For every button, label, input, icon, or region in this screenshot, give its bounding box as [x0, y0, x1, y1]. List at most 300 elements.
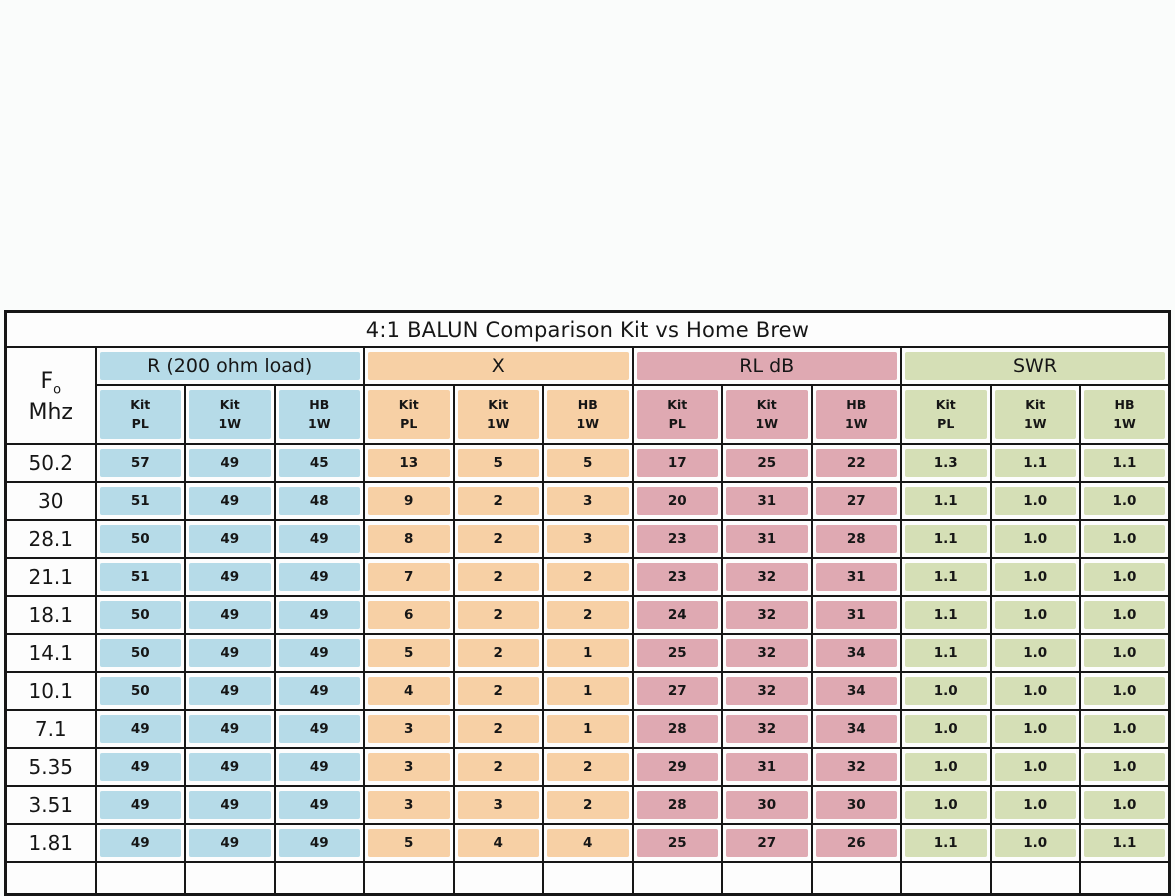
data-cell-swr	[991, 482, 1081, 520]
data-value: 1.1	[1084, 829, 1165, 857]
group-header-x: X	[364, 347, 633, 385]
data-value: 49	[189, 753, 271, 781]
data-cell-rl	[633, 710, 723, 748]
data-cell-rl	[722, 710, 812, 748]
data-cell-x	[454, 520, 544, 558]
data-cell-rl	[633, 786, 723, 824]
data-value: 4	[458, 829, 540, 857]
subheader-label: Kit 1W	[189, 390, 271, 439]
data-cell-r	[96, 634, 186, 672]
data-cell-rl	[722, 748, 812, 786]
data-value: 1.0	[995, 677, 1077, 705]
data-cell-x	[364, 482, 454, 520]
data-cell-swr	[1080, 520, 1170, 558]
data-value: 49	[100, 715, 182, 743]
data-cell-r	[275, 748, 365, 786]
data-cell-x	[454, 710, 544, 748]
data-value: 17	[637, 449, 719, 477]
clipped-cell	[364, 862, 454, 895]
freq-cell: 50.2	[6, 444, 96, 482]
data-value: 3	[368, 791, 450, 819]
data-cell-rl	[722, 596, 812, 634]
data-value: 1.1	[995, 449, 1077, 477]
data-value: 49	[100, 791, 182, 819]
data-cell-rl	[722, 786, 812, 824]
data-cell-rl	[722, 444, 812, 482]
data-cell-x	[543, 748, 633, 786]
data-cell-r	[275, 634, 365, 672]
data-cell-rl	[633, 444, 723, 482]
data-cell-x	[364, 786, 454, 824]
data-cell-swr	[1080, 634, 1170, 672]
data-cell-x	[454, 596, 544, 634]
data-cell-swr	[991, 824, 1081, 862]
data-cell-swr	[1080, 786, 1170, 824]
data-value: 30	[726, 791, 808, 819]
data-value: 49	[189, 791, 271, 819]
data-value: 1.0	[1084, 677, 1165, 705]
data-value: 49	[279, 525, 361, 553]
data-value: 1.0	[995, 487, 1077, 515]
clipped-cell	[901, 862, 991, 895]
clipped-cell	[633, 862, 723, 895]
freq-cell: 30	[6, 482, 96, 520]
data-cell-rl	[722, 672, 812, 710]
data-value: 1.0	[995, 715, 1077, 743]
data-value: 1.0	[905, 753, 987, 781]
data-value: 3	[368, 753, 450, 781]
data-cell-rl	[633, 824, 723, 862]
data-cell-rl	[633, 634, 723, 672]
data-value: 1.1	[905, 601, 987, 629]
freq-cell: 7.1	[6, 710, 96, 748]
data-cell-rl	[633, 672, 723, 710]
subheader-label: HB 1W	[279, 390, 361, 439]
data-value: 24	[637, 601, 719, 629]
data-value: 1.1	[905, 639, 987, 667]
data-cell-r	[275, 824, 365, 862]
data-value: 3	[547, 525, 629, 553]
data-cell-swr	[901, 482, 991, 520]
data-value: 1.1	[905, 487, 987, 515]
balun-comparison-table	[4, 310, 1171, 896]
freq-cell: 3.51	[6, 786, 96, 824]
data-cell-r	[185, 786, 275, 824]
data-value: 49	[279, 563, 361, 591]
table-row	[6, 748, 1170, 786]
data-value: 1.0	[995, 601, 1077, 629]
data-value: 1	[547, 715, 629, 743]
data-value: 3	[368, 715, 450, 743]
data-cell-r	[185, 596, 275, 634]
data-cell-rl	[812, 482, 902, 520]
subheader-cell-swr	[991, 385, 1081, 444]
data-cell-x	[543, 482, 633, 520]
group-header-rl: RL dB	[633, 347, 902, 385]
data-value: 30	[816, 791, 898, 819]
data-value: 1	[547, 639, 629, 667]
data-cell-swr	[991, 558, 1081, 596]
data-cell-swr	[1080, 672, 1170, 710]
data-cell-swr	[991, 520, 1081, 558]
data-value: 1.1	[1084, 449, 1165, 477]
subheader-cell-rl	[633, 385, 723, 444]
freq-cell: 21.1	[6, 558, 96, 596]
data-value: 28	[637, 791, 719, 819]
data-cell-rl	[722, 482, 812, 520]
data-cell-swr	[901, 786, 991, 824]
data-cell-r	[185, 482, 275, 520]
data-value: 26	[816, 829, 898, 857]
data-value: 1.0	[1084, 791, 1165, 819]
subheader-label: HB 1W	[1084, 390, 1165, 439]
subheader-cell-r	[275, 385, 365, 444]
subheader-cell-r	[96, 385, 186, 444]
data-value: 8	[368, 525, 450, 553]
subheader-label: Kit PL	[368, 390, 450, 439]
data-cell-r	[96, 444, 186, 482]
data-cell-rl	[812, 558, 902, 596]
data-cell-swr	[901, 596, 991, 634]
data-value: 45	[279, 449, 361, 477]
clipped-cell	[991, 862, 1081, 895]
data-cell-swr	[1080, 824, 1170, 862]
table-row	[6, 710, 1170, 748]
data-value: 5	[368, 639, 450, 667]
balun-comparison-table-wrap	[4, 310, 1171, 896]
data-cell-x	[454, 786, 544, 824]
data-value: 31	[726, 525, 808, 553]
data-cell-r	[185, 672, 275, 710]
data-cell-x	[454, 444, 544, 482]
data-cell-x	[543, 444, 633, 482]
data-cell-x	[543, 710, 633, 748]
frequency-column-header	[6, 347, 96, 444]
data-value: 51	[100, 563, 182, 591]
data-value: 6	[368, 601, 450, 629]
data-value: 1.1	[905, 563, 987, 591]
data-value: 2	[547, 753, 629, 781]
freq-symbol: F	[40, 369, 54, 395]
data-value: 25	[637, 639, 719, 667]
data-cell-x	[364, 520, 454, 558]
data-value: 49	[189, 449, 271, 477]
data-value: 49	[189, 715, 271, 743]
data-value: 1.0	[1084, 639, 1165, 667]
data-value: 31	[726, 487, 808, 515]
data-cell-r	[185, 558, 275, 596]
data-value: 1.0	[995, 753, 1077, 781]
data-value: 3	[458, 791, 540, 819]
data-value: 2	[458, 487, 540, 515]
subheader-cell-x	[543, 385, 633, 444]
clipped-cell	[543, 862, 633, 895]
subheader-label: HB 1W	[547, 390, 629, 439]
data-value: 1.3	[905, 449, 987, 477]
data-value: 1.0	[1084, 487, 1165, 515]
data-value: 2	[547, 791, 629, 819]
data-value: 9	[368, 487, 450, 515]
data-value: 20	[637, 487, 719, 515]
data-cell-swr	[991, 634, 1081, 672]
data-value: 34	[816, 639, 898, 667]
data-cell-swr	[901, 444, 991, 482]
clipped-cell	[722, 862, 812, 895]
data-cell-rl	[812, 748, 902, 786]
data-cell-rl	[722, 558, 812, 596]
data-value: 13	[368, 449, 450, 477]
data-cell-x	[454, 748, 544, 786]
data-cell-r	[96, 672, 186, 710]
data-cell-swr	[991, 710, 1081, 748]
data-value: 1.1	[905, 829, 987, 857]
table-row	[6, 824, 1170, 862]
clipped-cell	[275, 862, 365, 895]
data-cell-rl	[812, 824, 902, 862]
data-cell-swr	[901, 748, 991, 786]
data-value: 28	[816, 525, 898, 553]
data-cell-r	[185, 824, 275, 862]
data-cell-swr	[901, 710, 991, 748]
subheader-label: Kit PL	[905, 390, 987, 439]
data-cell-x	[454, 558, 544, 596]
data-cell-x	[364, 444, 454, 482]
data-value: 32	[726, 715, 808, 743]
data-value: 23	[637, 563, 719, 591]
data-cell-swr	[901, 672, 991, 710]
data-value: 1.0	[995, 639, 1077, 667]
data-value: 49	[279, 639, 361, 667]
clipped-cell	[1080, 862, 1170, 895]
data-value: 1.0	[995, 791, 1077, 819]
subheader-label: Kit PL	[100, 390, 182, 439]
data-cell-rl	[633, 596, 723, 634]
data-value: 2	[458, 677, 540, 705]
data-cell-swr	[1080, 710, 1170, 748]
data-cell-r	[275, 520, 365, 558]
clipped-cell	[812, 862, 902, 895]
data-cell-x	[364, 824, 454, 862]
data-value: 1.0	[1084, 563, 1165, 591]
data-value: 27	[637, 677, 719, 705]
data-cell-rl	[633, 748, 723, 786]
data-value: 2	[458, 639, 540, 667]
table-row	[6, 444, 1170, 482]
table-row	[6, 558, 1170, 596]
data-cell-r	[275, 482, 365, 520]
data-cell-r	[275, 786, 365, 824]
data-cell-x	[454, 634, 544, 672]
data-value: 27	[816, 487, 898, 515]
data-cell-r	[275, 444, 365, 482]
data-value: 32	[726, 563, 808, 591]
data-value: 49	[189, 487, 271, 515]
data-value: 2	[547, 601, 629, 629]
data-cell-x	[364, 558, 454, 596]
data-value: 1.1	[905, 525, 987, 553]
subheader-cell-x	[364, 385, 454, 444]
table-title-row	[6, 312, 1170, 348]
data-value: 50	[100, 601, 182, 629]
data-cell-swr	[1080, 444, 1170, 482]
data-value: 49	[189, 525, 271, 553]
freq-subscript: o	[53, 382, 62, 398]
subheader-cell-swr	[1080, 385, 1170, 444]
data-value: 5	[547, 449, 629, 477]
table-row	[6, 520, 1170, 558]
data-cell-rl	[812, 596, 902, 634]
clipped-cell	[185, 862, 275, 895]
data-value: 28	[637, 715, 719, 743]
subheader-cell-swr	[901, 385, 991, 444]
data-value: 2	[547, 563, 629, 591]
data-value: 29	[637, 753, 719, 781]
data-value: 31	[816, 563, 898, 591]
data-cell-swr	[901, 634, 991, 672]
data-cell-x	[364, 672, 454, 710]
data-value: 1.0	[995, 525, 1077, 553]
data-value: 4	[368, 677, 450, 705]
data-value: 27	[726, 829, 808, 857]
data-cell-swr	[901, 824, 991, 862]
data-value: 49	[189, 601, 271, 629]
freq-cell: 5.35	[6, 748, 96, 786]
table-title: 4:1 BALUN Comparison Kit vs Home Brew	[6, 312, 1170, 348]
data-cell-r	[96, 748, 186, 786]
data-cell-x	[543, 634, 633, 672]
data-cell-rl	[812, 444, 902, 482]
data-value: 2	[458, 525, 540, 553]
data-cell-x	[454, 482, 544, 520]
subheader-label: Kit PL	[637, 390, 719, 439]
subheader-row	[6, 385, 1170, 444]
data-value: 5	[458, 449, 540, 477]
data-cell-rl	[812, 520, 902, 558]
table-row	[6, 786, 1170, 824]
data-cell-swr	[991, 596, 1081, 634]
data-value: 49	[279, 677, 361, 705]
data-value: 49	[189, 639, 271, 667]
data-cell-r	[185, 520, 275, 558]
data-cell-rl	[633, 558, 723, 596]
table-row	[6, 596, 1170, 634]
data-value: 49	[189, 829, 271, 857]
data-cell-r	[96, 824, 186, 862]
subheader-cell-x	[454, 385, 544, 444]
data-value: 50	[100, 677, 182, 705]
data-cell-swr	[991, 786, 1081, 824]
data-cell-r	[275, 672, 365, 710]
data-value: 48	[279, 487, 361, 515]
data-cell-r	[185, 748, 275, 786]
subheader-cell-rl	[812, 385, 902, 444]
data-value: 49	[279, 753, 361, 781]
data-cell-x	[543, 824, 633, 862]
data-value: 1.0	[1084, 601, 1165, 629]
freq-unit: Mhz	[28, 400, 73, 426]
freq-cell: 14.1	[6, 634, 96, 672]
subheader-label: Kit 1W	[726, 390, 808, 439]
data-value: 57	[100, 449, 182, 477]
data-cell-r	[96, 558, 186, 596]
data-value: 32	[816, 753, 898, 781]
data-cell-r	[275, 596, 365, 634]
data-cell-swr	[901, 520, 991, 558]
data-value: 1.0	[905, 715, 987, 743]
data-cell-x	[364, 710, 454, 748]
data-cell-x	[543, 672, 633, 710]
clipped-cell	[96, 862, 186, 895]
data-value: 25	[637, 829, 719, 857]
data-value: 4	[547, 829, 629, 857]
data-cell-x	[364, 596, 454, 634]
data-value: 22	[816, 449, 898, 477]
data-value: 50	[100, 639, 182, 667]
data-cell-x	[364, 634, 454, 672]
data-value: 1.0	[1084, 753, 1165, 781]
data-value: 1.0	[995, 829, 1077, 857]
data-value: 31	[816, 601, 898, 629]
data-value: 32	[726, 601, 808, 629]
freq-cell: 18.1	[6, 596, 96, 634]
data-value: 2	[458, 753, 540, 781]
subheader-label: HB 1W	[816, 390, 898, 439]
data-cell-rl	[722, 634, 812, 672]
data-cell-swr	[901, 558, 991, 596]
data-value: 34	[816, 677, 898, 705]
data-value: 1.0	[905, 791, 987, 819]
subheader-cell-rl	[722, 385, 812, 444]
data-cell-rl	[812, 634, 902, 672]
data-cell-rl	[722, 520, 812, 558]
data-cell-r	[185, 634, 275, 672]
data-cell-r	[185, 710, 275, 748]
table-row	[6, 482, 1170, 520]
data-value: 49	[189, 563, 271, 591]
data-cell-rl	[633, 520, 723, 558]
data-cell-r	[96, 596, 186, 634]
data-value: 49	[279, 829, 361, 857]
data-cell-r	[96, 520, 186, 558]
data-cell-r	[96, 786, 186, 824]
data-value: 51	[100, 487, 182, 515]
data-cell-r	[275, 710, 365, 748]
data-value: 34	[816, 715, 898, 743]
data-value: 2	[458, 601, 540, 629]
data-cell-x	[364, 748, 454, 786]
group-header-row	[6, 347, 1170, 385]
data-cell-x	[543, 786, 633, 824]
clipped-cell	[6, 862, 96, 895]
data-value: 7	[368, 563, 450, 591]
data-value: 49	[189, 677, 271, 705]
data-value: 3	[547, 487, 629, 515]
data-cell-swr	[991, 748, 1081, 786]
data-cell-x	[543, 596, 633, 634]
data-cell-x	[454, 824, 544, 862]
data-cell-rl	[812, 672, 902, 710]
data-cell-rl	[812, 710, 902, 748]
data-cell-swr	[1080, 748, 1170, 786]
data-cell-swr	[1080, 596, 1170, 634]
data-cell-r	[185, 444, 275, 482]
subheader-cell-r	[185, 385, 275, 444]
data-value: 49	[279, 715, 361, 743]
table-row	[6, 672, 1170, 710]
data-value: 2	[458, 563, 540, 591]
data-cell-r	[96, 710, 186, 748]
data-cell-swr	[991, 444, 1081, 482]
